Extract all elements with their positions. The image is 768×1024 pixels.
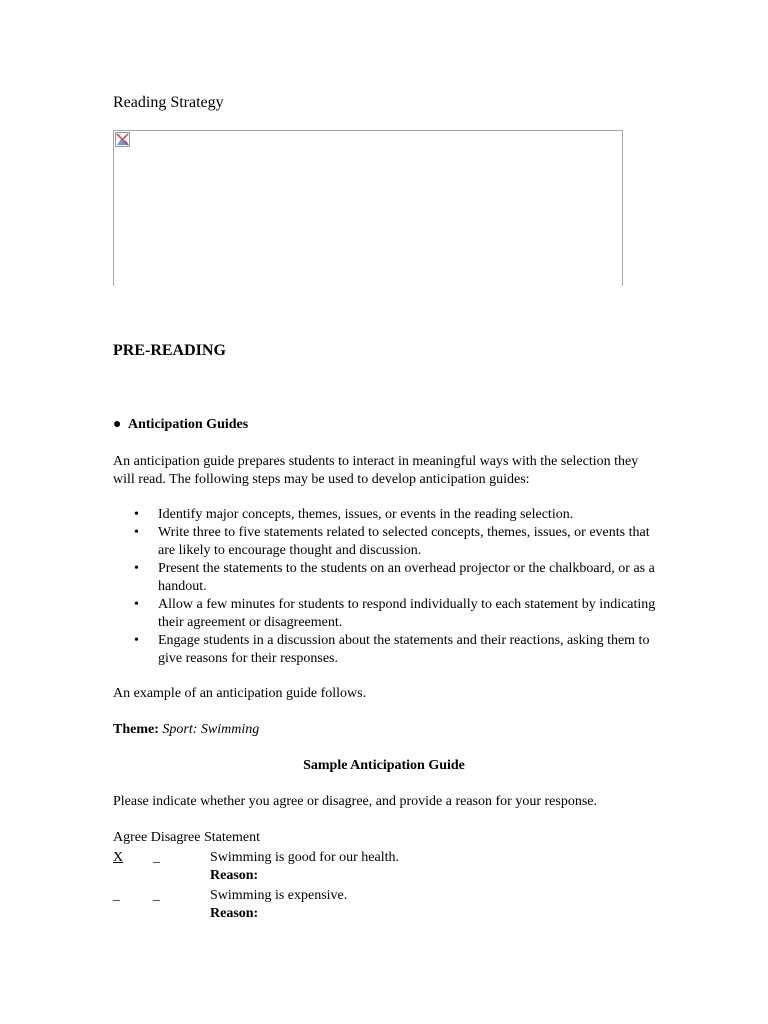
table-row	[113, 849, 513, 885]
bullet-icon: •	[134, 507, 139, 522]
agree-mark: _	[113, 888, 120, 903]
table-row	[113, 887, 513, 923]
bullet-icon: •	[134, 597, 139, 612]
statement-header: Statement	[203, 830, 260, 845]
table-header	[113, 829, 260, 847]
subsection-heading	[113, 416, 248, 434]
theme-line	[113, 721, 259, 739]
statement-text: Swimming is good for our health.	[210, 850, 399, 865]
theme-label: Theme:	[113, 722, 159, 737]
disagree-mark: _	[153, 888, 160, 903]
list-item: • Engage students in a discussion about the statements and their reactions, asking them to give reasons for their responses.	[134, 633, 650, 666]
section-heading: PRE-READING	[113, 342, 226, 359]
reason-label: Reason:	[210, 906, 259, 921]
intro-paragraph: An anticipation guide prepares students to interact in meaningful ways with the selection they will read. The following steps may be used to develop anticipation guides:	[113, 454, 639, 487]
steps-list	[113, 506, 658, 668]
bullet-icon: •	[134, 525, 139, 540]
list-item: • Identify major concepts, themes, issues, or events in the reading selection.	[134, 507, 574, 522]
subsection-label: Anticipation Guides	[128, 417, 249, 432]
list-item: • Write three to five statements related to selected concepts, themes, issues, or events that are likely to encourage thought and discussion.	[134, 525, 650, 558]
disagree-header: Disagree	[150, 830, 201, 845]
statement-text: Swimming is expensive.	[210, 888, 348, 903]
broken-image-icon	[115, 132, 131, 148]
bullet-icon: •	[134, 633, 139, 648]
image-placeholder	[113, 130, 623, 286]
page-title: Reading Strategy	[113, 94, 224, 111]
guide-title: Sample Anticipation Guide	[303, 758, 465, 773]
agree-header: Agree	[113, 830, 148, 845]
instructions: Please indicate whether you agree or disagree, and provide a reason for your response.	[113, 794, 597, 809]
agree-mark: X	[113, 850, 124, 865]
reason-label: Reason:	[210, 868, 259, 883]
bullet-icon: ●	[113, 417, 122, 432]
list-item: • Allow a few minutes for students to respond individually to each statement by indicating their agreement or disagreement.	[134, 597, 656, 630]
disagree-mark: _	[153, 850, 160, 865]
list-item: • Present the statements to the students on an overhead projector or the chalkboard, or as a handout.	[134, 561, 655, 594]
bullet-icon: •	[134, 561, 139, 576]
theme-value: Sport: Swimming	[162, 722, 260, 737]
example-intro: An example of an anticipation guide follows.	[113, 686, 367, 701]
